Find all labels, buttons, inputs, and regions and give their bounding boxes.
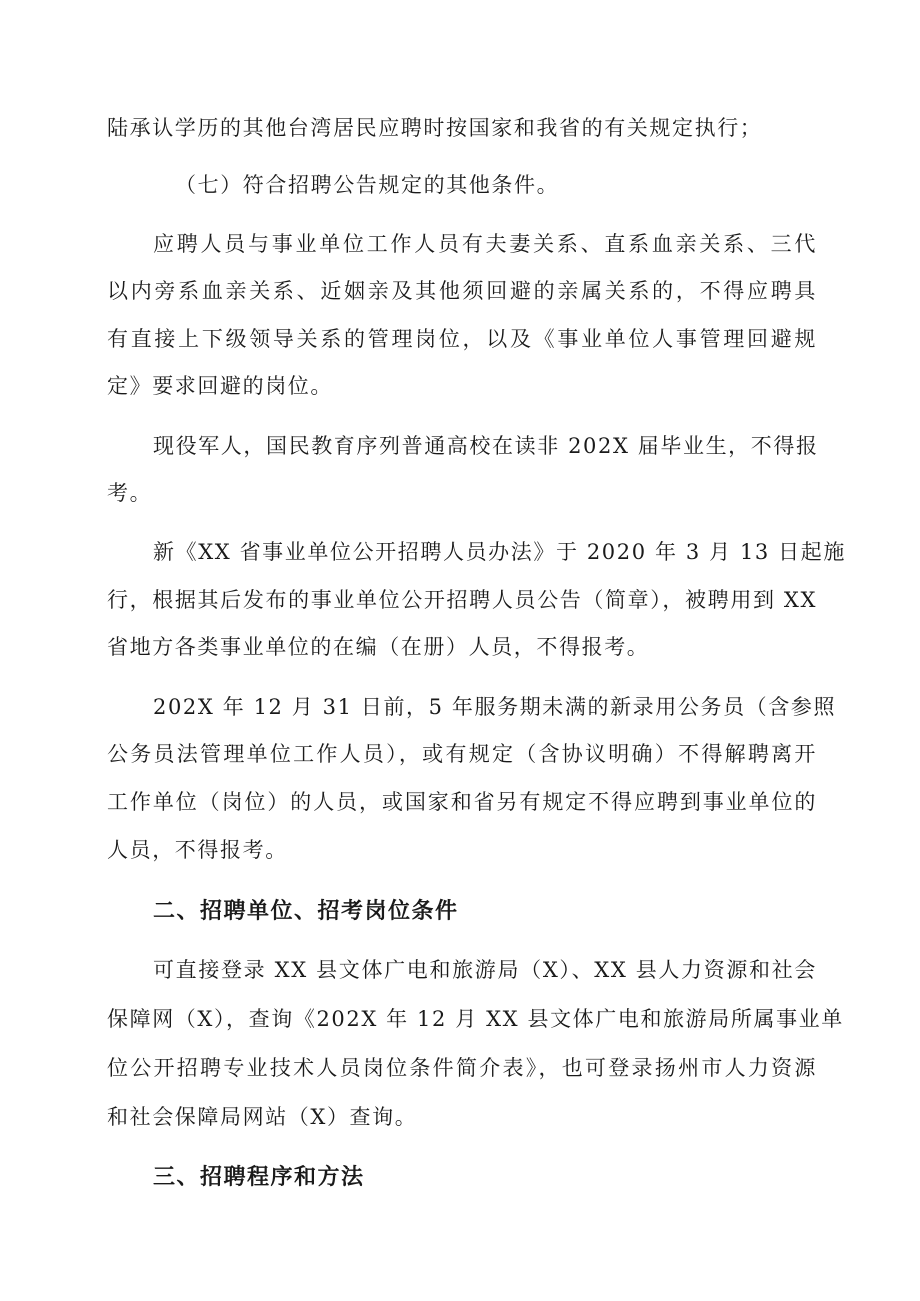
paragraph-line: 考。 [107, 481, 153, 505]
paragraph-line: 和社会保障局网站（X）查询。 [107, 1105, 418, 1129]
paragraph-line: 新《XX 省事业单位公开招聘人员办法》于 2020 年 3 月 13 日起施 [153, 540, 846, 564]
paragraph-line: 人员，不得报考。 [107, 838, 288, 862]
paragraph-line: 陆承认学历的其他台湾居民应聘时按国家和我省的有关规定执行； [107, 116, 763, 140]
section-heading: 二、招聘单位、招考岗位条件 [153, 899, 459, 924]
paragraph-line: 可直接登录 XX 县文体广电和旅游局（X）、XX 县人力资源和社会 [153, 958, 817, 982]
paragraph-line: 定》要求回避的岗位。 [107, 374, 333, 398]
paragraph-line: 省地方各类事业单位的在编（在册）人员，不得报考。 [107, 635, 650, 659]
paragraph-line: 行，根据其后发布的事业单位公开招聘人员公告（简章），被聘用到 XX [107, 588, 817, 612]
paragraph-line: （七）符合招聘公告规定的其他条件。 [175, 173, 560, 197]
paragraph-line: 保障网（X），查询《202X 年 12 月 XX 县文体广电和旅游局所属事业单 [107, 1007, 844, 1031]
paragraph-line: 以内旁系血亲关系、近姻亲及其他须回避的亲属关系的，不得应聘具 [107, 279, 817, 303]
section-heading: 三、招聘程序和方法 [153, 1165, 365, 1190]
paragraph-line: 应聘人员与事业单位工作人员有夫妻关系、直系血亲关系、三代 [153, 232, 817, 256]
paragraph-line: 公务员法管理单位工作人员），或有规定（含协议明确）不得解聘离开 [107, 742, 817, 766]
paragraph-line: 位公开招聘专业技术人员岗位条件简介表》，也可登录扬州市人力资源 [107, 1056, 817, 1080]
paragraph-line: 工作单位（岗位）的人员，或国家和省另有规定不得应聘到事业单位的 [107, 790, 817, 814]
paragraph-line: 现役军人，国民教育序列普通高校在读非 202X 届毕业生，不得报 [153, 434, 819, 458]
paragraph-line: 有直接上下级领导关系的管理岗位，以及《事业单位人事管理回避规 [107, 327, 817, 351]
paragraph-line: 202X 年 12 月 31 日前，5 年服务期未满的新录用公务员（含参照 [153, 695, 837, 719]
